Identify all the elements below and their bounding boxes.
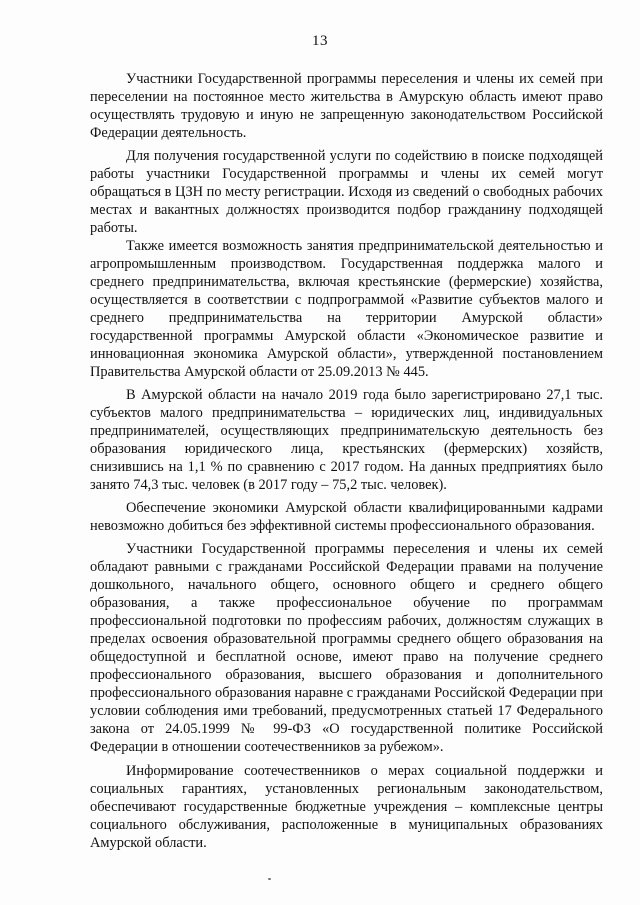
scan-artifact-dot bbox=[268, 878, 271, 880]
document-body bbox=[90, 70, 603, 852]
paragraph-resettlement-rights: Участники Государственной программы переселения и члены их семей при переселении на постоянное место жительства в Амурскую область имеют право осуществлять трудовую и иную не запрещенную законодательством Российской Федерации деятельность. bbox=[90, 71, 603, 141]
paragraph-professional-education-need: Обеспечение экономики Амурской области квалифицированными кадрами невозможно добиться без эффективной системы профессионального образования. bbox=[90, 500, 603, 534]
paragraph-entrepreneurship-support: Также имеется возможность занятия предпринимательской деятельностью и агропромышленным производством. Государственная поддержка малого и среднего предпринимательства, включая крестьянские (фермерские) хозяйства, осуществляется в соответствии с подпрограммой «Развитие субъектов малого и среднего предпринимательства на территории Амурской области» государственной программы Амурской области «Экономическое развитие и инновационная экономика Амурской области», утвержденной постановлением Правительства Амурской области от 25.09.2013 № 445. bbox=[90, 238, 603, 380]
page-number: 13 bbox=[312, 33, 328, 49]
paragraph-social-support-info: Информирование соотечественников о мерах социальной поддержки и социальных гарантиях, установленных региональным законодательством, обеспечивают государственные бюджетные учреждения – комплексные центры социального обслуживания, расположенные в муниципальных образованиях Амурской области. bbox=[90, 763, 603, 851]
paragraph-job-search-service: Для получения государственной услуги по содействию в поиске подходящей работы участники Государственной программы и члены их семей могут обращаться в ЦЗН по месту регистрации. Исходя из сведений о свободных рабочих местах и вакантных должностях производится подбор гражданину подходящей работы. bbox=[90, 148, 603, 236]
paragraph-small-business-statistics: В Амурской области на начало 2019 года было зарегистрировано 27,1 тыс. субъектов малого предпринимательства – юридических лиц, индивидуальных предпринимателей, осуществляющих предпринимательскую деятельность без образования юридического лица, крестьянских (фермерских) хозяйств, снизившись на 1,1 % по сравнению с 2017 годом. На данных предприятиях было занято 74,3 тыс. человек (в 2017 году – 75,2 тыс. человек). bbox=[90, 387, 603, 493]
paragraph-education-rights: Участники Государственной программы переселения и члены их семей обладают равными с гражданами Российской Федерации правами на получение дошкольного, начального общего, основного общего и среднего общего образования, а также профессиональное обучение по программам профессиональной подготовки по профессиям рабочих, должностям служащих в пределах освоения образовательной программы среднего общего образования на общедоступной и бесплатной основе, имеют право на получение среднего профессионального образования, высшего образования и дополнительного профессионального образования наравне с гражданами Российской Федерации при условии соблюдения ими требований, предусмотренных статьей 17 Федерального закона от 24.05.1999 № 99-ФЗ «О государственной политике Российской Федерации в отношении соотечественников за рубежом». bbox=[90, 541, 603, 755]
